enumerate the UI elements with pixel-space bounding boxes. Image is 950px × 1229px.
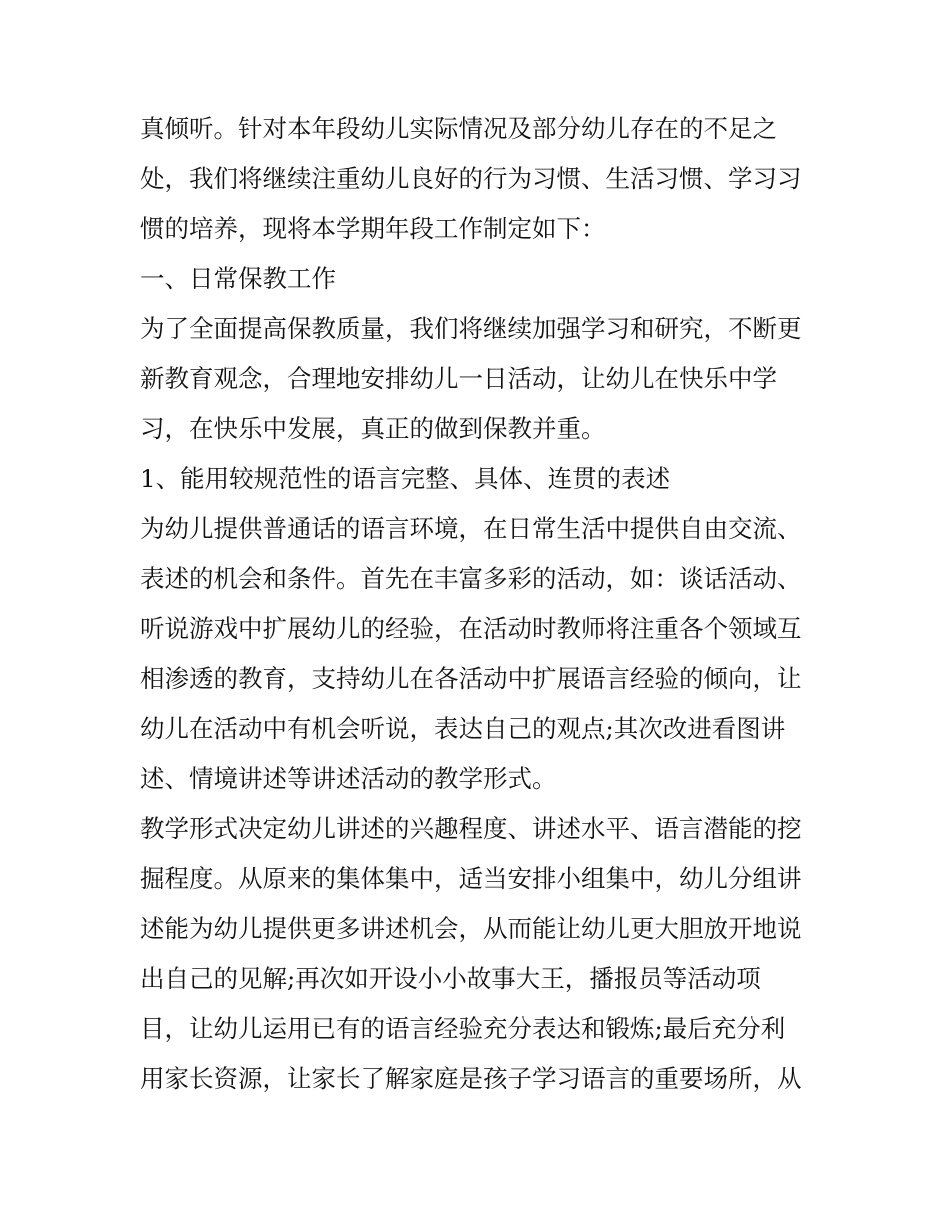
text-line: 出自己的见解;再次如开设小小故事大王，播报员等活动项 [140, 964, 761, 993]
text-line: 习，在快乐中发展，真正的做到保教并重。 [140, 414, 606, 443]
document-body [140, 104, 820, 1104]
text-line: 为了全面提高保教质量，我们将继续加强学习和研究，不断更 [140, 314, 802, 343]
text-line: 目，让幼儿运用已有的语言经验充分表达和锻炼;最后充分利 [140, 1014, 786, 1043]
section-heading: 一、日常保教工作 [140, 264, 336, 293]
text-line: 述、情境讲述等讲述活动的教学形式。 [140, 764, 557, 793]
text-line: 处，我们将继续注重幼儿良好的行为习惯、生活习惯、学习习 [140, 164, 802, 193]
text-line: 掘程度。从原来的集体集中，适当安排小组集中，幼儿分组讲 [140, 864, 802, 893]
text-line: 述能为幼儿提供更多讲述机会，从而能让幼儿更大胆放开地说 [140, 914, 802, 943]
text-line: 幼儿在活动中有机会听说，表达自己的观点;其次改进看图讲 [140, 714, 786, 743]
text-line: 相渗透的教育，支持幼儿在各活动中扩展语言经验的倾向，让 [140, 664, 802, 693]
text-line: 为幼儿提供普通话的语言环境，在日常生活中提供自由交流、 [140, 514, 802, 543]
text-line: 新教育观念，合理地安排幼儿一日活动，让幼儿在快乐中学 [140, 364, 777, 393]
text-line: 惯的培养，现将本学期年段工作制定如下： [140, 214, 606, 243]
text-line: 用家长资源，让家长了解家庭是孩子学习语言的重要场所，从 [140, 1064, 802, 1093]
subsection-heading: 1、能用较规范性的语言完整、具体、连贯的表述 [140, 464, 671, 493]
text-line: 真倾听。针对本年段幼儿实际情况及部分幼儿存在的不足之 [140, 114, 777, 143]
text-line: 听说游戏中扩展幼儿的经验，在活动时教师将注重各个领域互 [140, 614, 802, 643]
text-line: 表述的机会和条件。首先在丰富多彩的活动，如：谈话活动、 [140, 564, 802, 593]
text-line: 教学形式决定幼儿讲述的兴趣程度、讲述水平、语言潜能的挖 [140, 814, 802, 843]
